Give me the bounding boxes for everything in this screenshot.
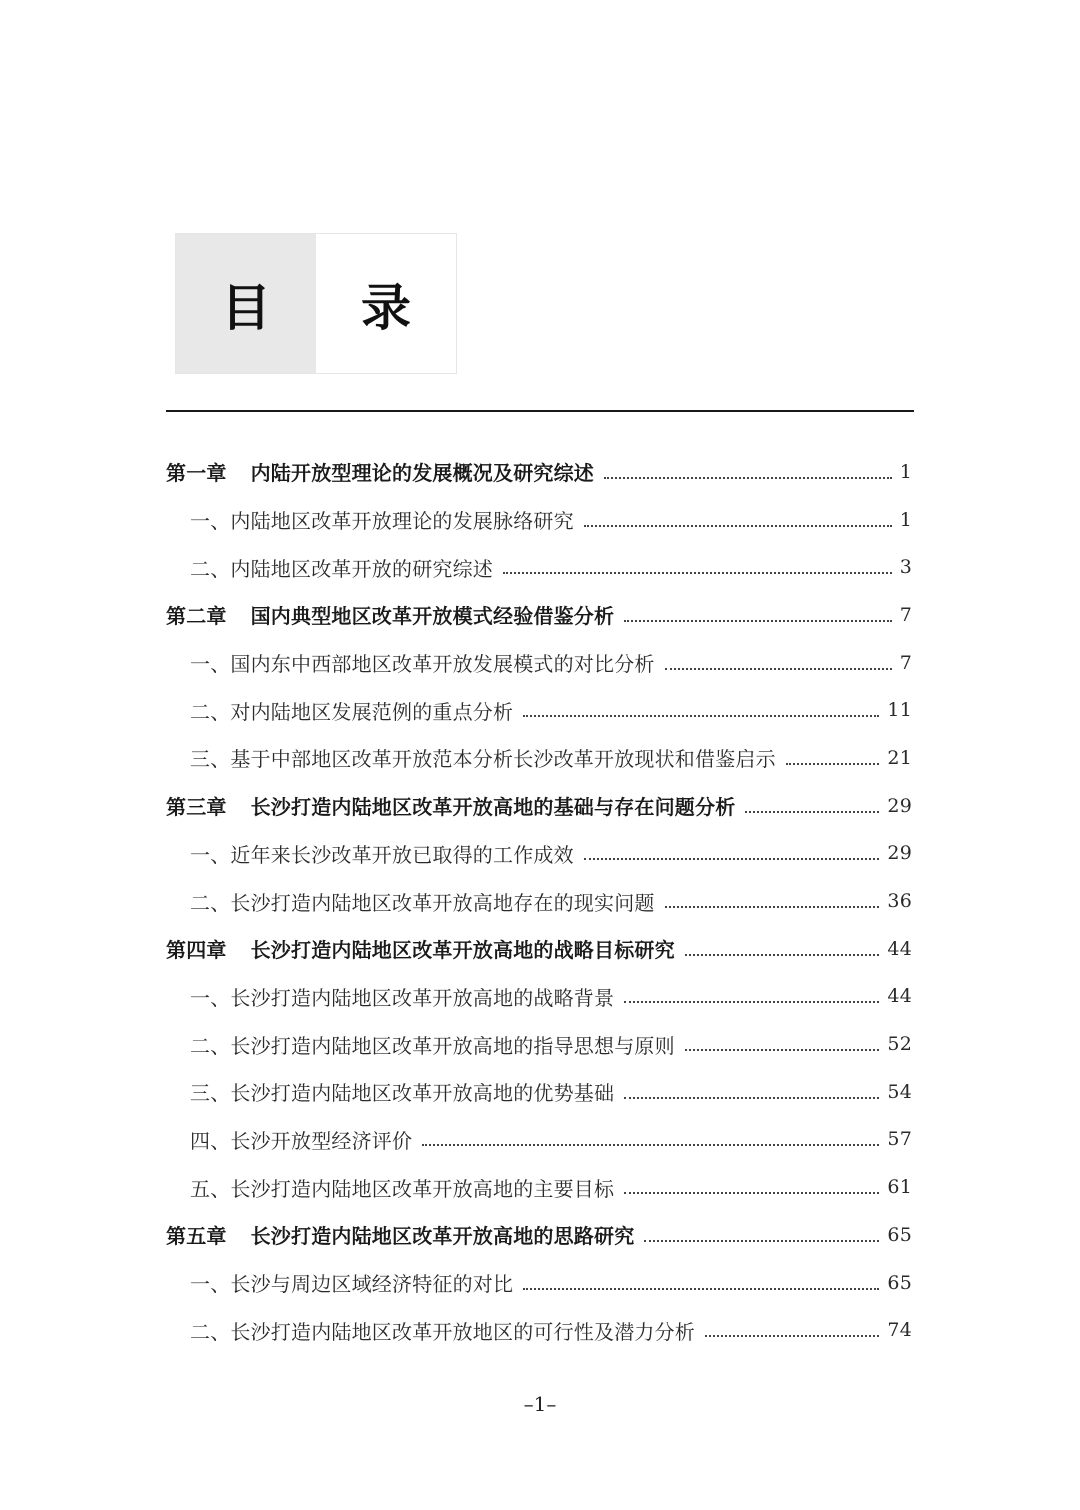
dot-leader [523,1288,879,1290]
chapter-number: 第一章 [166,461,227,486]
toc-entry-title [190,1030,675,1059]
toc-entry-title [166,600,614,629]
toc-entry-title [190,839,574,868]
toc-page-number: 7 [899,603,912,626]
toc-page-number: 52 [887,1033,912,1056]
toc-entry-text: 长沙打造内陆地区改革开放高地的基础与存在问题分析 [250,795,736,820]
toc-section-entry[interactable] [166,496,912,544]
toc-entry-text: 二、长沙打造内陆地区改革开放高地的指导思想与原则 [190,1033,675,1058]
toc-entry-title [190,1268,513,1297]
toc-entry-title [190,982,614,1011]
dot-leader [685,954,880,956]
dot-leader [624,1192,879,1194]
toc-chapter-entry[interactable] [166,448,912,496]
toc-page-number: 29 [887,794,912,817]
toc-page-number: 7 [899,651,912,674]
toc-chapter-entry[interactable] [166,782,912,830]
toc-entry-title [190,648,655,677]
toc-entry-text: 三、基于中部地区改革开放范本分析长沙改革开放现状和借鉴启示 [190,747,776,772]
dot-leader [786,763,880,765]
toc-entry-title [190,553,493,582]
toc-entry-title [190,1077,614,1106]
toc-section-entry[interactable] [166,877,912,925]
toc-entry-title [166,791,735,820]
toc-entry-title [190,696,513,725]
toc-entry-text: 长沙打造内陆地区改革开放高地的思路研究 [250,1224,635,1249]
heading-divider [166,410,914,412]
toc-entry-title [190,505,574,534]
toc-section-entry[interactable] [166,1068,912,1116]
toc-entry-text: 一、长沙与周边区域经济特征的对比 [190,1272,514,1297]
toc-page-number: 29 [887,842,912,865]
toc-heading-char-1: 目 [176,234,316,373]
toc-page-number: 74 [887,1319,912,1342]
dot-leader [523,715,879,717]
toc-entry-text: 一、内陆地区改革开放理论的发展脉络研究 [190,509,574,534]
toc-entry-text: 四、长沙开放型经济评价 [190,1128,413,1153]
toc-entry-text: 一、长沙打造内陆地区改革开放高地的战略背景 [190,985,615,1010]
dot-leader [422,1144,879,1146]
dot-leader [624,1001,879,1003]
toc-section-entry[interactable] [166,830,912,878]
table-of-contents [166,448,912,1354]
dot-leader [584,525,892,527]
toc-entry-text: 二、对内陆地区发展范例的重点分析 [190,699,514,724]
dot-leader [745,811,879,813]
toc-entry-text: 二、内陆地区改革开放的研究综述 [190,556,493,581]
dot-leader [624,1097,879,1099]
toc-page-number: 3 [899,556,912,579]
toc-entry-text: 五、长沙打造内陆地区改革开放高地的主要目标 [190,1176,615,1201]
toc-heading-box [175,233,457,374]
toc-entry-text: 一、国内东中西部地区改革开放发展模式的对比分析 [190,652,655,677]
toc-page-number: 21 [887,746,912,769]
toc-entry-title [166,1220,634,1249]
chapter-number: 第二章 [166,604,227,629]
toc-entry-title [190,887,655,916]
toc-entry-text: 二、长沙打造内陆地区改革开放地区的可行性及潜力分析 [190,1319,695,1344]
toc-entry-title [190,1316,695,1345]
toc-page-number: 61 [887,1176,912,1199]
toc-entry-text: 二、长沙打造内陆地区改革开放高地存在的现实问题 [190,890,655,915]
toc-chapter-entry[interactable] [166,591,912,639]
toc-entry-text: 一、近年来长沙改革开放已取得的工作成效 [190,842,574,867]
toc-heading-char-2: 录 [361,278,411,337]
dot-leader [584,858,880,860]
toc-page-number: 54 [887,1080,912,1103]
dot-leader [665,668,892,670]
dot-leader [604,477,892,479]
toc-page-number: 44 [887,937,912,960]
toc-entry-title [190,1125,412,1154]
dot-leader [644,1240,879,1242]
toc-page-number: 11 [887,699,912,722]
toc-page-number: 57 [887,1128,912,1151]
dot-leader [503,572,892,574]
toc-page-number: 1 [899,508,912,531]
toc-section-entry[interactable] [166,1259,912,1307]
chapter-number: 第三章 [166,795,227,820]
toc-entry-text: 国内典型地区改革开放模式经验借鉴分析 [250,604,615,629]
dot-leader [665,906,880,908]
dot-leader [685,1049,880,1051]
page-number-footer: –1– [523,1392,557,1416]
dot-leader [705,1335,879,1337]
toc-entry-text: 内陆开放型理论的发展概况及研究综述 [250,461,595,486]
toc-chapter-entry[interactable] [166,1211,912,1259]
toc-entry-text: 三、长沙打造内陆地区改革开放高地的优势基础 [190,1081,615,1106]
chapter-number: 第四章 [166,938,227,963]
toc-section-entry[interactable] [166,1020,912,1068]
toc-entry-title [166,457,594,486]
toc-section-entry[interactable] [166,734,912,782]
toc-page-number: 1 [899,460,912,483]
toc-section-entry[interactable] [166,686,912,734]
toc-entry-title [190,743,776,772]
toc-page-number: 44 [887,985,912,1008]
dot-leader [624,620,891,622]
toc-chapter-entry[interactable] [166,925,912,973]
toc-page-number: 65 [887,1223,912,1246]
toc-entry-title [166,934,675,963]
toc-entry-text: 长沙打造内陆地区改革开放高地的战略目标研究 [250,938,675,963]
toc-page-number: 65 [887,1271,912,1294]
toc-page-number: 36 [887,890,912,913]
toc-section-entry[interactable] [166,639,912,687]
chapter-number: 第五章 [166,1224,227,1249]
toc-entry-title [190,1173,614,1202]
toc-section-entry[interactable] [166,543,912,591]
toc-section-entry[interactable] [166,1163,912,1211]
toc-section-entry[interactable] [166,1116,912,1164]
toc-section-entry[interactable] [166,1306,912,1354]
toc-section-entry[interactable] [166,973,912,1021]
